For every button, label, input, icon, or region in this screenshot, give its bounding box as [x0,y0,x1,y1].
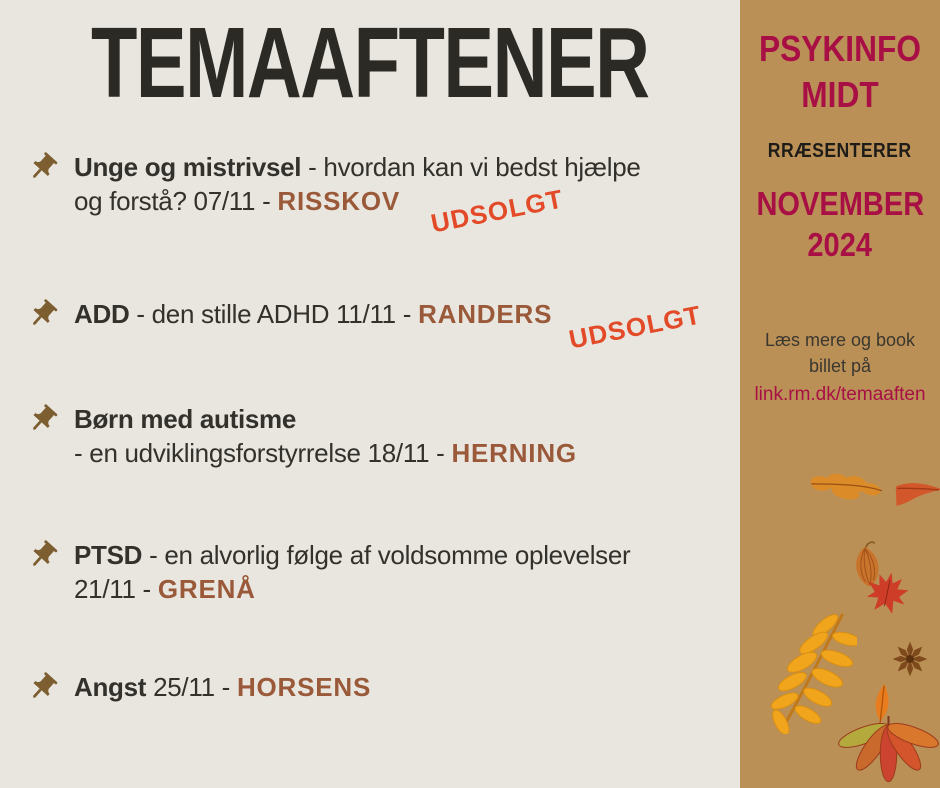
org-name-line1: PSYKINFO [759,28,921,69]
event-city: RANDERS [418,299,553,329]
page-title: TEMAAFTENER [91,7,649,119]
event-date: 25/11 - [146,672,237,702]
event-text [74,297,704,355]
event-topic: Unge og mistrivsel [74,152,302,182]
pushpin-icon [19,144,66,191]
pushpin-icon [19,396,66,443]
presents-label: RRÆSENTERER [768,140,912,162]
event-text [74,538,630,606]
event-date: og forstå? 07/11 - [74,186,278,216]
event-description: - en udviklingsforstyrrelse 18/11 - [74,438,452,468]
cta-text-line1: Læs mere og book [764,330,916,350]
creeper-leaf-icon [830,714,940,788]
page-title-wrap [0,6,740,121]
event-description: - hvordan kan vi bedst hjælpe [301,152,641,182]
event-text [74,670,371,704]
event-item-unge-og-mistrivsel [26,150,716,239]
event-date: 21/11 - [74,574,158,604]
maple-leaf-icon [858,565,917,622]
event-item-ptsd [26,538,716,606]
event-topic: ADD [74,299,130,329]
star-anise-icon [890,640,930,678]
cta-text-line2: billet på [808,356,872,376]
org-name-line2: MIDT [801,74,879,115]
month-line1: NOVEMBER [756,185,924,222]
event-city: HERNING [451,438,577,468]
event-topic: Angst [74,672,147,702]
event-item-angst [26,670,716,704]
soldout-stamp: UDSOLGT [428,183,566,239]
pushpin-icon [19,664,66,711]
pushpin-icon [19,291,66,338]
pushpin-icon [19,532,66,579]
event-item-boern-med-autisme [26,402,716,470]
event-description: - den stille ADHD 11/11 - [129,299,419,329]
event-city: HORSENS [236,672,372,702]
event-description: - en alvorlig følge af voldsomme oplevelser [142,540,631,570]
event-text [74,402,577,470]
small-red-leaf-icon [891,475,940,516]
event-text [74,150,641,239]
event-city: RISSKOV [277,186,401,216]
soldout-stamp: UDSOLGT [566,299,704,355]
event-item-add [26,297,716,355]
month-line2: 2024 [807,226,873,263]
booking-link: link.rm.dk/temaaften [754,384,926,405]
event-topic: Børn med autisme [74,404,297,434]
event-topic: PTSD [74,540,143,570]
event-city: GRENÅ [157,574,256,604]
